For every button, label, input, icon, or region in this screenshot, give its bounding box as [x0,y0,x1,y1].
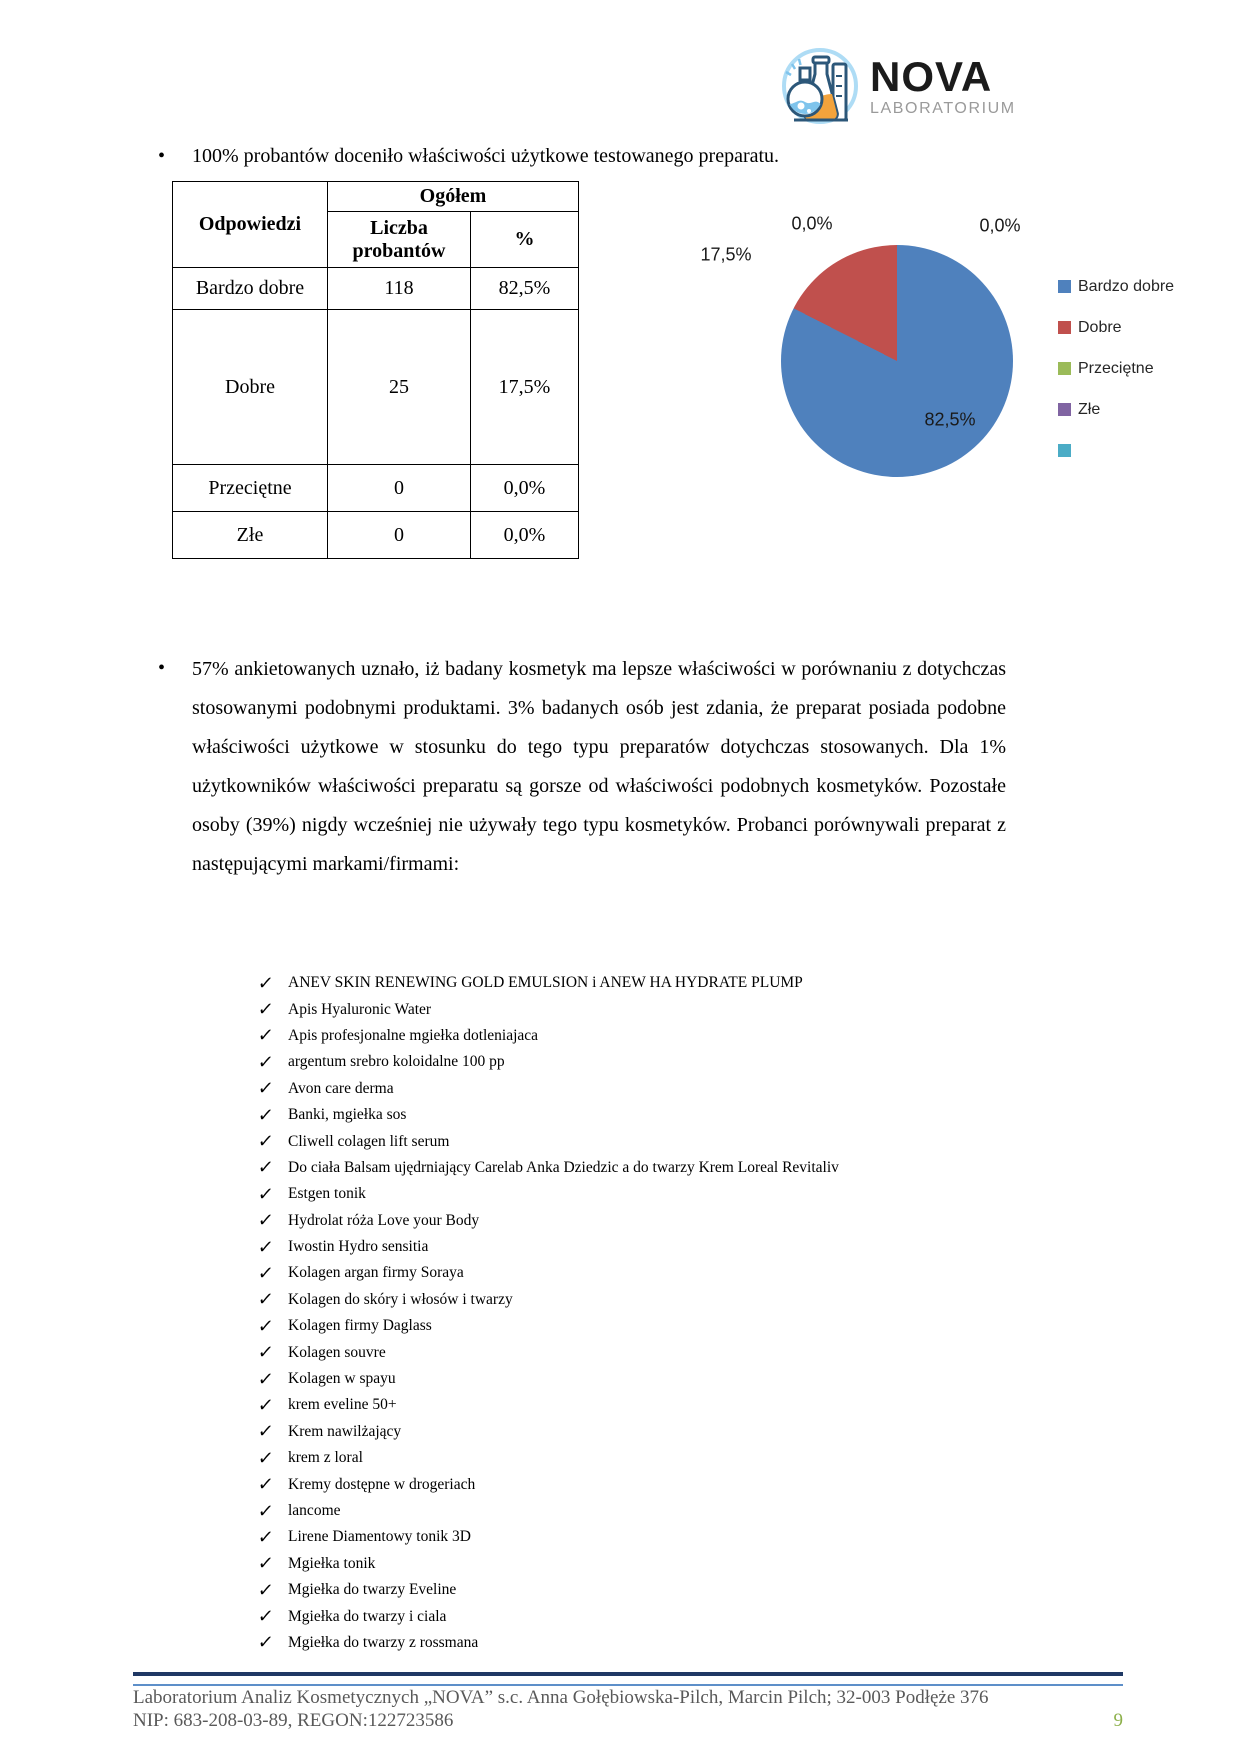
check-icon: ✓ [256,1394,275,1416]
legend-item [1058,360,1228,377]
row-count: 118 [328,268,471,310]
legend-item [1058,278,1228,295]
logo-title: NOVA [870,53,993,100]
bullet-dot: • [158,657,166,679]
legend-swatch-cyan [1058,444,1071,457]
chart-legend [1058,278,1228,483]
check-icon: ✓ [256,1131,275,1153]
row-count: 0 [328,465,471,512]
check-icon: ✓ [256,1474,275,1496]
list-item-text: Kolagen w spayu [288,1370,396,1388]
list-item [258,996,1058,1022]
list-item-text: Do ciała Balsam ujędrniający Carelab Anka Dziedzic a do twarzy Krem Loreal Revitaliv [288,1158,839,1176]
footer-line1: Laboratorium Analiz Kosmetycznych „NOVA” s.c. Anna Gołębiowska-Pilch, Marcin Pilch; 32-003 Podłęże 376 [133,1687,989,1708]
table-header-percent: % [471,212,579,268]
list-item-text: Banki, mgiełka sos [288,1106,407,1124]
list-item [258,1128,1058,1154]
list-item [258,1419,1058,1445]
legend-item [1058,319,1228,336]
results-table [172,181,579,559]
list-item-text: ANEV SKIN RENEWING GOLD EMULSION i ANEW HA HYDRATE PLUMP [288,974,803,992]
row-label: Bardzo dobre [173,268,328,310]
footer-line2: NIP: 683-208-03-89, REGON:122723586 [133,1710,454,1731]
check-icon: ✓ [256,1078,275,1100]
check-icon: ✓ [256,1315,275,1337]
pie-label-dobre: 17,5% [700,244,752,265]
check-icon: ✓ [256,1421,275,1443]
pie [781,245,1013,477]
legend-label: Dobre [1078,318,1122,336]
list-item-text: Mgiełka do twarzy i ciala [288,1607,447,1625]
list-item [258,1551,1058,1577]
list-item-text: Mgiełka tonik [288,1554,376,1572]
check-icon: ✓ [256,1051,275,1073]
check-icon: ✓ [256,1553,275,1575]
pie-label-przecietne: 0,0% [791,213,833,234]
table-row [173,268,579,310]
legend-item [1058,442,1228,459]
list-item-text: krem z loral [288,1449,363,1467]
list-item-text: Kolagen do skóry i włosów i twarzy [288,1290,513,1308]
row-percent: 17,5% [471,310,579,465]
check-icon: ✓ [256,1262,275,1284]
check-icon: ✓ [256,1368,275,1390]
check-icon: ✓ [256,1579,275,1601]
check-icon: ✓ [256,1342,275,1364]
list-item-text: Estgen tonik [288,1185,366,1203]
check-icon: ✓ [256,1606,275,1628]
list-item [258,1260,1058,1286]
legend-label: Przeciętne [1078,359,1154,377]
check-icon: ✓ [256,972,275,994]
list-item [258,1208,1058,1234]
legend-swatch-purple [1058,403,1071,416]
list-item-text: Kolagen firmy Daglass [288,1317,432,1335]
check-icon: ✓ [256,999,275,1021]
list-item-text: Mgiełka do twarzy Eveline [288,1581,457,1599]
page-number: 9 [1113,1710,1123,1731]
pie-label-zle: 0,0% [979,215,1021,236]
list-item-text: Mgiełka do twarzy z rossmana [288,1633,479,1651]
list-item [258,1630,1058,1656]
list-item-text: argentum srebro koloidalne 100 pp [288,1053,505,1071]
list-item [258,1313,1058,1339]
table-header-group: Ogółem [328,182,579,212]
list-item [258,1392,1058,1418]
list-item [258,1102,1058,1128]
nova-logo [778,44,1038,130]
list-item [258,1471,1058,1497]
list-item [258,1498,1058,1524]
lab-flasks-icon [778,42,862,133]
check-icon: ✓ [256,1210,275,1232]
list-item-text: Cliwell colagen lift serum [288,1132,450,1150]
list-item-text: Hydrolat róża Love your Body [288,1211,480,1229]
check-icon: ✓ [256,1526,275,1548]
row-percent: 82,5% [471,268,579,310]
list-item-text: krem eveline 50+ [288,1396,397,1414]
check-icon: ✓ [256,1632,275,1654]
row-label: Dobre [173,310,328,465]
list-item [258,1445,1058,1471]
check-icon: ✓ [256,1025,275,1047]
list-item [258,1603,1058,1629]
legend-label: Bardzo dobre [1078,277,1175,295]
row-percent: 0,0% [471,512,579,559]
logo-subtitle: LABORATORIUM [870,100,1016,117]
row-count: 25 [328,310,471,465]
list-item-text: Kolagen souvre [288,1343,386,1361]
list-item-text: Iwostin Hydro sensitia [288,1238,429,1256]
row-percent: 0,0% [471,465,579,512]
table-header-answers: Odpowiedzi [173,182,328,268]
list-item [258,970,1058,996]
list-item-text: Apis Hyaluronic Water [288,1000,432,1018]
legend-label: Złe [1078,400,1101,418]
page-footer [133,1686,1123,1732]
list-item-text: Apis profesjonalne mgiełka dotleniajaca [288,1026,539,1044]
check-icon: ✓ [256,1183,275,1205]
list-item [258,1181,1058,1207]
legend-swatch-red [1058,321,1071,334]
list-item-text: Krem nawilżający [288,1422,402,1440]
list-item [258,1287,1058,1313]
legend-swatch-blue [1058,280,1071,293]
list-item-text: Kremy dostępne w drogeriach [288,1475,476,1493]
check-icon: ✓ [256,1157,275,1179]
check-icon: ✓ [256,1500,275,1522]
list-item-text: Kolagen argan firmy Soraya [288,1264,464,1282]
list-item-text: Avon care derma [288,1079,394,1097]
list-item-text: lancome [288,1502,341,1519]
legend-item [1058,401,1228,418]
list-item [258,1049,1058,1075]
table-row [173,310,579,465]
pie-label-bardzo-dobre: 82,5% [924,409,976,430]
footer-divider [133,1672,1123,1686]
row-count: 0 [328,512,471,559]
bullet1-text: 100% probantów doceniło właściwości użytkowe testowanego preparatu. [192,145,780,167]
list-item [258,1366,1058,1392]
legend-swatch-green [1058,362,1071,375]
list-item-text: Lirene Diamentowy tonik 3D [288,1528,471,1546]
check-icon: ✓ [256,1104,275,1126]
list-item [258,1234,1058,1260]
list-item [258,1023,1058,1049]
row-label: Złe [173,512,328,559]
table-row [173,512,579,559]
check-icon: ✓ [256,1447,275,1469]
check-icon: ✓ [256,1289,275,1311]
list-item [258,1076,1058,1102]
table-row [173,465,579,512]
list-item [258,1524,1058,1550]
table-header-count: Liczba probantów [328,212,471,268]
list-item [258,1339,1058,1365]
row-label: Przeciętne [173,465,328,512]
brand-checklist [258,970,1058,1656]
bullet2-text: 57% ankietowanych uznało, iż badany kosmetyk ma lepsze właściwości w porównaniu z dotychczas stosowanymi podobnymi produktami. 3% badanych osób jest zdania, że preparat posiada podobne właściwości użytkowe w stosunku do tego typu preparatów dotychczas stosowanych. Dla 1% użytkowników właściwości preparatu są gorsze od właściwości podobnych kosmetyków. Pozostałe osoby (39%) nigdy wcześniej nie używały tego typu kosmetyków. Probanci porównywali preparat z następującymi markami/firmami: [192,658,1006,875]
check-icon: ✓ [256,1236,275,1258]
bullet-dot: • [158,145,166,167]
list-item [258,1577,1058,1603]
list-item [258,1155,1058,1181]
